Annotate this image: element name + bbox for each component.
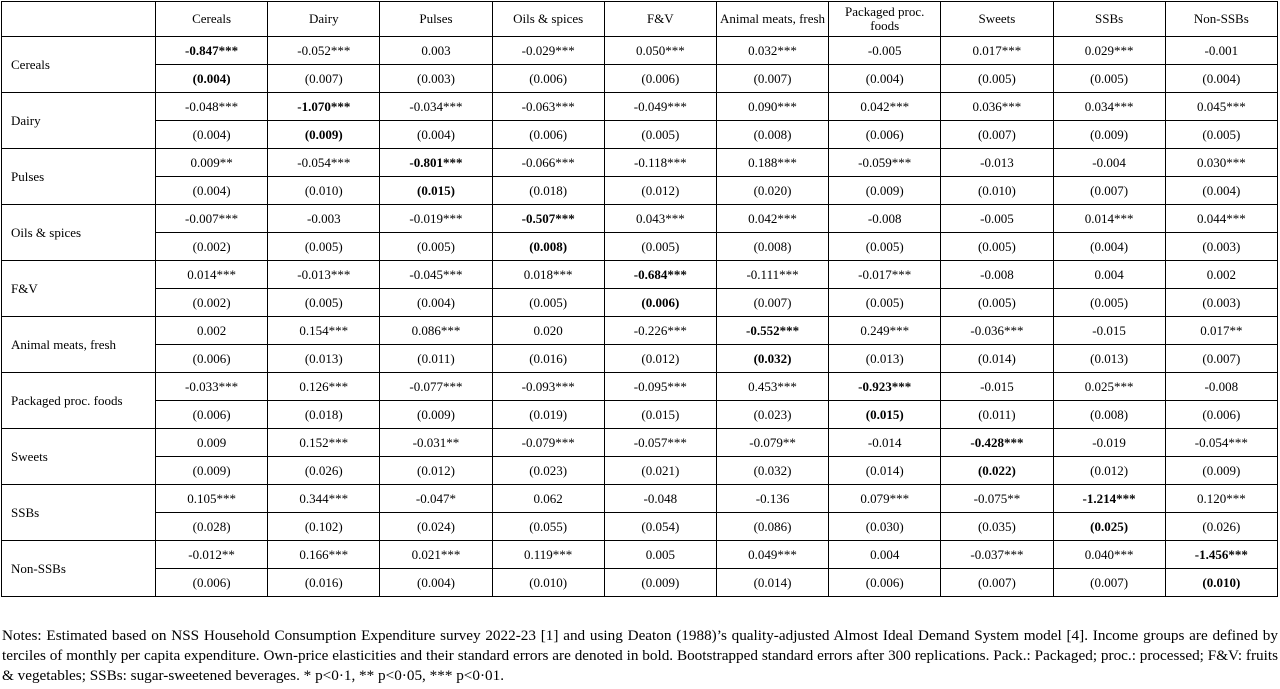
std-error-cell: (0.032) bbox=[716, 457, 828, 485]
std-error-cell: (0.086) bbox=[716, 513, 828, 541]
elasticity-cell: -0.093*** bbox=[492, 373, 604, 401]
elasticity-cell: -0.008 bbox=[941, 261, 1053, 289]
own-price-elasticity-cell: -0.684*** bbox=[604, 261, 716, 289]
elasticity-cell: 0.020 bbox=[492, 317, 604, 345]
elasticity-cell: 0.002 bbox=[1165, 261, 1277, 289]
column-header: Cereals bbox=[156, 2, 268, 37]
std-error-cell: (0.054) bbox=[604, 513, 716, 541]
elasticity-cell: -0.015 bbox=[1053, 317, 1165, 345]
elasticity-cell: -0.048 bbox=[604, 485, 716, 513]
elasticity-cell: 0.032*** bbox=[716, 37, 828, 65]
elasticity-cell: -0.004 bbox=[1053, 149, 1165, 177]
own-price-std-error-cell: (0.008) bbox=[492, 233, 604, 261]
row-label: Sweets bbox=[2, 429, 156, 485]
std-error-cell: (0.005) bbox=[268, 233, 380, 261]
std-error-cell: (0.005) bbox=[604, 121, 716, 149]
std-error-cell: (0.014) bbox=[829, 457, 941, 485]
elasticity-cell: -0.008 bbox=[829, 205, 941, 233]
elasticity-table-container bbox=[1, 1, 1278, 597]
column-header: Oils & spices bbox=[492, 2, 604, 37]
own-price-std-error-cell: (0.010) bbox=[1165, 569, 1277, 597]
std-error-cell: (0.008) bbox=[716, 121, 828, 149]
table-row-estimates bbox=[2, 205, 1278, 233]
column-header: SSBs bbox=[1053, 2, 1165, 37]
std-error-cell: (0.013) bbox=[1053, 345, 1165, 373]
elasticity-cell: -0.029*** bbox=[492, 37, 604, 65]
std-error-cell: (0.005) bbox=[829, 233, 941, 261]
std-error-cell: (0.006) bbox=[829, 121, 941, 149]
std-error-cell: (0.010) bbox=[268, 177, 380, 205]
std-error-cell: (0.005) bbox=[604, 233, 716, 261]
column-header: Packaged proc. foods bbox=[829, 2, 941, 37]
column-header: Non-SSBs bbox=[1165, 2, 1277, 37]
own-price-elasticity-cell: -1.070*** bbox=[268, 93, 380, 121]
std-error-cell: (0.006) bbox=[156, 569, 268, 597]
std-error-cell: (0.003) bbox=[1165, 233, 1277, 261]
std-error-cell: (0.006) bbox=[492, 65, 604, 93]
table-row-estimates bbox=[2, 37, 1278, 65]
std-error-cell: (0.018) bbox=[268, 401, 380, 429]
std-error-cell: (0.009) bbox=[829, 177, 941, 205]
elasticity-cell: 0.249*** bbox=[829, 317, 941, 345]
elasticity-cell: 0.079*** bbox=[829, 485, 941, 513]
std-error-cell: (0.030) bbox=[829, 513, 941, 541]
own-price-std-error-cell: (0.015) bbox=[829, 401, 941, 429]
std-error-cell: (0.011) bbox=[941, 401, 1053, 429]
elasticity-cell: -0.008 bbox=[1165, 373, 1277, 401]
table-row-std-errors bbox=[2, 457, 1278, 485]
std-error-cell: (0.005) bbox=[941, 289, 1053, 317]
column-header: Dairy bbox=[268, 2, 380, 37]
elasticity-cell: -0.066*** bbox=[492, 149, 604, 177]
std-error-cell: (0.004) bbox=[156, 121, 268, 149]
row-label: Oils & spices bbox=[2, 205, 156, 261]
std-error-cell: (0.008) bbox=[1053, 401, 1165, 429]
std-error-cell: (0.004) bbox=[380, 121, 492, 149]
own-price-elasticity-cell: -0.428*** bbox=[941, 429, 1053, 457]
std-error-cell: (0.014) bbox=[716, 569, 828, 597]
row-label: Cereals bbox=[2, 37, 156, 93]
own-price-elasticity-cell: -0.552*** bbox=[716, 317, 828, 345]
std-error-cell: (0.023) bbox=[492, 457, 604, 485]
table-row-std-errors bbox=[2, 513, 1278, 541]
elasticity-cell: -0.052*** bbox=[268, 37, 380, 65]
elasticity-cell: 0.040*** bbox=[1053, 541, 1165, 569]
elasticity-cell: 0.017*** bbox=[941, 37, 1053, 65]
table-row-std-errors bbox=[2, 289, 1278, 317]
elasticity-cell: -0.017*** bbox=[829, 261, 941, 289]
elasticity-cell: 0.004 bbox=[1053, 261, 1165, 289]
elasticity-cell: 0.050*** bbox=[604, 37, 716, 65]
elasticity-cell: 0.021*** bbox=[380, 541, 492, 569]
elasticity-cell: -0.118*** bbox=[604, 149, 716, 177]
elasticity-cell: -0.019*** bbox=[380, 205, 492, 233]
std-error-cell: (0.005) bbox=[1053, 289, 1165, 317]
std-error-cell: (0.009) bbox=[156, 457, 268, 485]
elasticity-cell: -0.079*** bbox=[492, 429, 604, 457]
elasticity-cell: -0.054*** bbox=[1165, 429, 1277, 457]
own-price-elasticity-cell: -0.507*** bbox=[492, 205, 604, 233]
std-error-cell: (0.014) bbox=[941, 345, 1053, 373]
std-error-cell: (0.007) bbox=[941, 121, 1053, 149]
table-body bbox=[2, 37, 1278, 597]
elasticity-cell: -0.077*** bbox=[380, 373, 492, 401]
std-error-cell: (0.021) bbox=[604, 457, 716, 485]
elasticity-cell: -0.037*** bbox=[941, 541, 1053, 569]
std-error-cell: (0.035) bbox=[941, 513, 1053, 541]
row-label: Pulses bbox=[2, 149, 156, 205]
elasticity-cell: -0.013*** bbox=[268, 261, 380, 289]
elasticity-cell: -0.045*** bbox=[380, 261, 492, 289]
elasticity-cell: -0.036*** bbox=[941, 317, 1053, 345]
elasticity-cell: 0.009** bbox=[156, 149, 268, 177]
elasticity-cell: -0.226*** bbox=[604, 317, 716, 345]
table-row-std-errors bbox=[2, 177, 1278, 205]
column-header: Pulses bbox=[380, 2, 492, 37]
elasticity-cell: 0.045*** bbox=[1165, 93, 1277, 121]
elasticity-cell: 0.062 bbox=[492, 485, 604, 513]
elasticity-cell: 0.042*** bbox=[716, 205, 828, 233]
std-error-cell: (0.005) bbox=[268, 289, 380, 317]
table-row-estimates bbox=[2, 261, 1278, 289]
std-error-cell: (0.055) bbox=[492, 513, 604, 541]
elasticity-cell: 0.014*** bbox=[156, 261, 268, 289]
elasticity-cell: 0.152*** bbox=[268, 429, 380, 457]
elasticity-cell: 0.030*** bbox=[1165, 149, 1277, 177]
elasticity-cell: -0.057*** bbox=[604, 429, 716, 457]
elasticity-cell: -0.047* bbox=[380, 485, 492, 513]
elasticity-cell: 0.344*** bbox=[268, 485, 380, 513]
own-price-std-error-cell: (0.022) bbox=[941, 457, 1053, 485]
std-error-cell: (0.009) bbox=[1165, 457, 1277, 485]
std-error-cell: (0.019) bbox=[492, 401, 604, 429]
table-row-estimates bbox=[2, 485, 1278, 513]
std-error-cell: (0.007) bbox=[1053, 569, 1165, 597]
std-error-cell: (0.026) bbox=[1165, 513, 1277, 541]
column-header: F&V bbox=[604, 2, 716, 37]
column-header: Sweets bbox=[941, 2, 1053, 37]
elasticity-cell: -0.012** bbox=[156, 541, 268, 569]
elasticity-cell: -0.019 bbox=[1053, 429, 1165, 457]
std-error-cell: (0.004) bbox=[1165, 65, 1277, 93]
elasticity-cell: -0.034*** bbox=[380, 93, 492, 121]
std-error-cell: (0.004) bbox=[1053, 233, 1165, 261]
std-error-cell: (0.018) bbox=[492, 177, 604, 205]
elasticity-cell: -0.079** bbox=[716, 429, 828, 457]
table-row-estimates bbox=[2, 149, 1278, 177]
table-row-estimates bbox=[2, 429, 1278, 457]
elasticity-cell: 0.105*** bbox=[156, 485, 268, 513]
std-error-cell: (0.024) bbox=[380, 513, 492, 541]
std-error-cell: (0.006) bbox=[156, 345, 268, 373]
table-row-estimates bbox=[2, 373, 1278, 401]
elasticity-cell: 0.126*** bbox=[268, 373, 380, 401]
std-error-cell: (0.015) bbox=[604, 401, 716, 429]
elasticity-cell: 0.044*** bbox=[1165, 205, 1277, 233]
corner-cell bbox=[2, 2, 156, 37]
std-error-cell: (0.004) bbox=[1165, 177, 1277, 205]
std-error-cell: (0.009) bbox=[1053, 121, 1165, 149]
elasticity-cell: 0.086*** bbox=[380, 317, 492, 345]
table-row-std-errors bbox=[2, 345, 1278, 373]
std-error-cell: (0.005) bbox=[1053, 65, 1165, 93]
std-error-cell: (0.028) bbox=[156, 513, 268, 541]
row-label: Packaged proc. foods bbox=[2, 373, 156, 429]
std-error-cell: (0.023) bbox=[716, 401, 828, 429]
std-error-cell: (0.011) bbox=[380, 345, 492, 373]
std-error-cell: (0.013) bbox=[268, 345, 380, 373]
column-header: Animal meats, fresh bbox=[716, 2, 828, 37]
own-price-elasticity-cell: -0.847*** bbox=[156, 37, 268, 65]
elasticity-cell: -0.033*** bbox=[156, 373, 268, 401]
std-error-cell: (0.006) bbox=[492, 121, 604, 149]
std-error-cell: (0.005) bbox=[492, 289, 604, 317]
elasticity-cell: -0.014 bbox=[829, 429, 941, 457]
elasticity-cell: -0.054*** bbox=[268, 149, 380, 177]
elasticity-cell: -0.005 bbox=[941, 205, 1053, 233]
table-row-estimates bbox=[2, 93, 1278, 121]
table-row-std-errors bbox=[2, 233, 1278, 261]
elasticity-cell: 0.002 bbox=[156, 317, 268, 345]
std-error-cell: (0.016) bbox=[268, 569, 380, 597]
std-error-cell: (0.005) bbox=[1165, 121, 1277, 149]
elasticity-cell: -0.095*** bbox=[604, 373, 716, 401]
std-error-cell: (0.007) bbox=[1165, 345, 1277, 373]
std-error-cell: (0.004) bbox=[829, 65, 941, 93]
std-error-cell: (0.006) bbox=[604, 65, 716, 93]
elasticity-cell: -0.059*** bbox=[829, 149, 941, 177]
own-price-std-error-cell: (0.004) bbox=[156, 65, 268, 93]
elasticity-cell: -0.001 bbox=[1165, 37, 1277, 65]
table-row-std-errors bbox=[2, 65, 1278, 93]
elasticity-cell: -0.049*** bbox=[604, 93, 716, 121]
own-price-std-error-cell: (0.032) bbox=[716, 345, 828, 373]
elasticity-cell: 0.018*** bbox=[492, 261, 604, 289]
table-row-std-errors bbox=[2, 121, 1278, 149]
std-error-cell: (0.007) bbox=[716, 65, 828, 93]
std-error-cell: (0.006) bbox=[829, 569, 941, 597]
own-price-elasticity-cell: -0.801*** bbox=[380, 149, 492, 177]
std-error-cell: (0.007) bbox=[1053, 177, 1165, 205]
std-error-cell: (0.102) bbox=[268, 513, 380, 541]
own-price-std-error-cell: (0.009) bbox=[268, 121, 380, 149]
elasticity-cell: 0.453*** bbox=[716, 373, 828, 401]
std-error-cell: (0.008) bbox=[716, 233, 828, 261]
table-row-std-errors bbox=[2, 569, 1278, 597]
own-price-std-error-cell: (0.025) bbox=[1053, 513, 1165, 541]
std-error-cell: (0.005) bbox=[380, 233, 492, 261]
elasticity-cell: 0.034*** bbox=[1053, 93, 1165, 121]
row-label: F&V bbox=[2, 261, 156, 317]
elasticity-cell: 0.154*** bbox=[268, 317, 380, 345]
std-error-cell: (0.012) bbox=[604, 177, 716, 205]
table-notes: Notes: Estimated based on NSS Household Consumption Expenditure survey 2022-23 [1] and using Deaton (1988)’s quality-adjusted Almost Ideal Demand System model [4]. Income groups are defined by terciles of monthly per capita expenditure. Own-price elasticities and their standard errors are denoted in bold. Bootstrapped standard errors after 300 replications. Pack.: Packaged; proc.: processed; F&V: fruits & vegetables; SSBs: sugar-sweetened beverages. * p<0·1, ** p<0·05, *** p<0·01. bbox=[2, 627, 1278, 684]
elasticity-cell: 0.003 bbox=[380, 37, 492, 65]
std-error-cell: (0.009) bbox=[380, 401, 492, 429]
std-error-cell: (0.016) bbox=[492, 345, 604, 373]
elasticity-cell: -0.005 bbox=[829, 37, 941, 65]
own-price-std-error-cell: (0.015) bbox=[380, 177, 492, 205]
std-error-cell: (0.012) bbox=[1053, 457, 1165, 485]
elasticity-cell: -0.007*** bbox=[156, 205, 268, 233]
elasticity-cell: -0.013 bbox=[941, 149, 1053, 177]
elasticity-cell: 0.042*** bbox=[829, 93, 941, 121]
elasticity-cell: 0.090*** bbox=[716, 93, 828, 121]
row-label: Non-SSBs bbox=[2, 541, 156, 597]
own-price-elasticity-cell: -1.456*** bbox=[1165, 541, 1277, 569]
table-row-estimates bbox=[2, 317, 1278, 345]
elasticity-cell: 0.005 bbox=[604, 541, 716, 569]
std-error-cell: (0.004) bbox=[380, 569, 492, 597]
std-error-cell: (0.003) bbox=[1165, 289, 1277, 317]
elasticity-table bbox=[1, 1, 1278, 597]
elasticity-cell: 0.017** bbox=[1165, 317, 1277, 345]
std-error-cell: (0.007) bbox=[941, 569, 1053, 597]
elasticity-cell: -0.031** bbox=[380, 429, 492, 457]
std-error-cell: (0.005) bbox=[829, 289, 941, 317]
elasticity-cell: 0.014*** bbox=[1053, 205, 1165, 233]
own-price-elasticity-cell: -0.923*** bbox=[829, 373, 941, 401]
elasticity-cell: 0.004 bbox=[829, 541, 941, 569]
elasticity-cell: 0.036*** bbox=[941, 93, 1053, 121]
std-error-cell: (0.006) bbox=[156, 401, 268, 429]
elasticity-cell: -0.003 bbox=[268, 205, 380, 233]
std-error-cell: (0.004) bbox=[156, 177, 268, 205]
std-error-cell: (0.006) bbox=[1165, 401, 1277, 429]
std-error-cell: (0.012) bbox=[380, 457, 492, 485]
std-error-cell: (0.005) bbox=[941, 233, 1053, 261]
elasticity-cell: -0.063*** bbox=[492, 93, 604, 121]
elasticity-cell: -0.075** bbox=[941, 485, 1053, 513]
std-error-cell: (0.013) bbox=[829, 345, 941, 373]
header-row bbox=[2, 2, 1278, 37]
elasticity-cell: -0.015 bbox=[941, 373, 1053, 401]
std-error-cell: (0.003) bbox=[380, 65, 492, 93]
std-error-cell: (0.002) bbox=[156, 289, 268, 317]
elasticity-cell: -0.048*** bbox=[156, 93, 268, 121]
elasticity-cell: -0.111*** bbox=[716, 261, 828, 289]
std-error-cell: (0.020) bbox=[716, 177, 828, 205]
std-error-cell: (0.007) bbox=[716, 289, 828, 317]
std-error-cell: (0.004) bbox=[380, 289, 492, 317]
own-price-elasticity-cell: -1.214*** bbox=[1053, 485, 1165, 513]
std-error-cell: (0.009) bbox=[604, 569, 716, 597]
std-error-cell: (0.010) bbox=[941, 177, 1053, 205]
row-label: Animal meats, fresh bbox=[2, 317, 156, 373]
table-row-estimates bbox=[2, 541, 1278, 569]
row-label: Dairy bbox=[2, 93, 156, 149]
elasticity-cell: 0.009 bbox=[156, 429, 268, 457]
std-error-cell: (0.012) bbox=[604, 345, 716, 373]
elasticity-cell: 0.025*** bbox=[1053, 373, 1165, 401]
elasticity-cell: 0.119*** bbox=[492, 541, 604, 569]
std-error-cell: (0.007) bbox=[268, 65, 380, 93]
elasticity-cell: 0.120*** bbox=[1165, 485, 1277, 513]
elasticity-cell: 0.166*** bbox=[268, 541, 380, 569]
table-row-std-errors bbox=[2, 401, 1278, 429]
std-error-cell: (0.010) bbox=[492, 569, 604, 597]
elasticity-cell: 0.049*** bbox=[716, 541, 828, 569]
elasticity-cell: 0.029*** bbox=[1053, 37, 1165, 65]
std-error-cell: (0.005) bbox=[941, 65, 1053, 93]
std-error-cell: (0.002) bbox=[156, 233, 268, 261]
elasticity-cell: 0.188*** bbox=[716, 149, 828, 177]
own-price-std-error-cell: (0.006) bbox=[604, 289, 716, 317]
row-label: SSBs bbox=[2, 485, 156, 541]
elasticity-cell: -0.136 bbox=[716, 485, 828, 513]
elasticity-cell: 0.043*** bbox=[604, 205, 716, 233]
std-error-cell: (0.026) bbox=[268, 457, 380, 485]
